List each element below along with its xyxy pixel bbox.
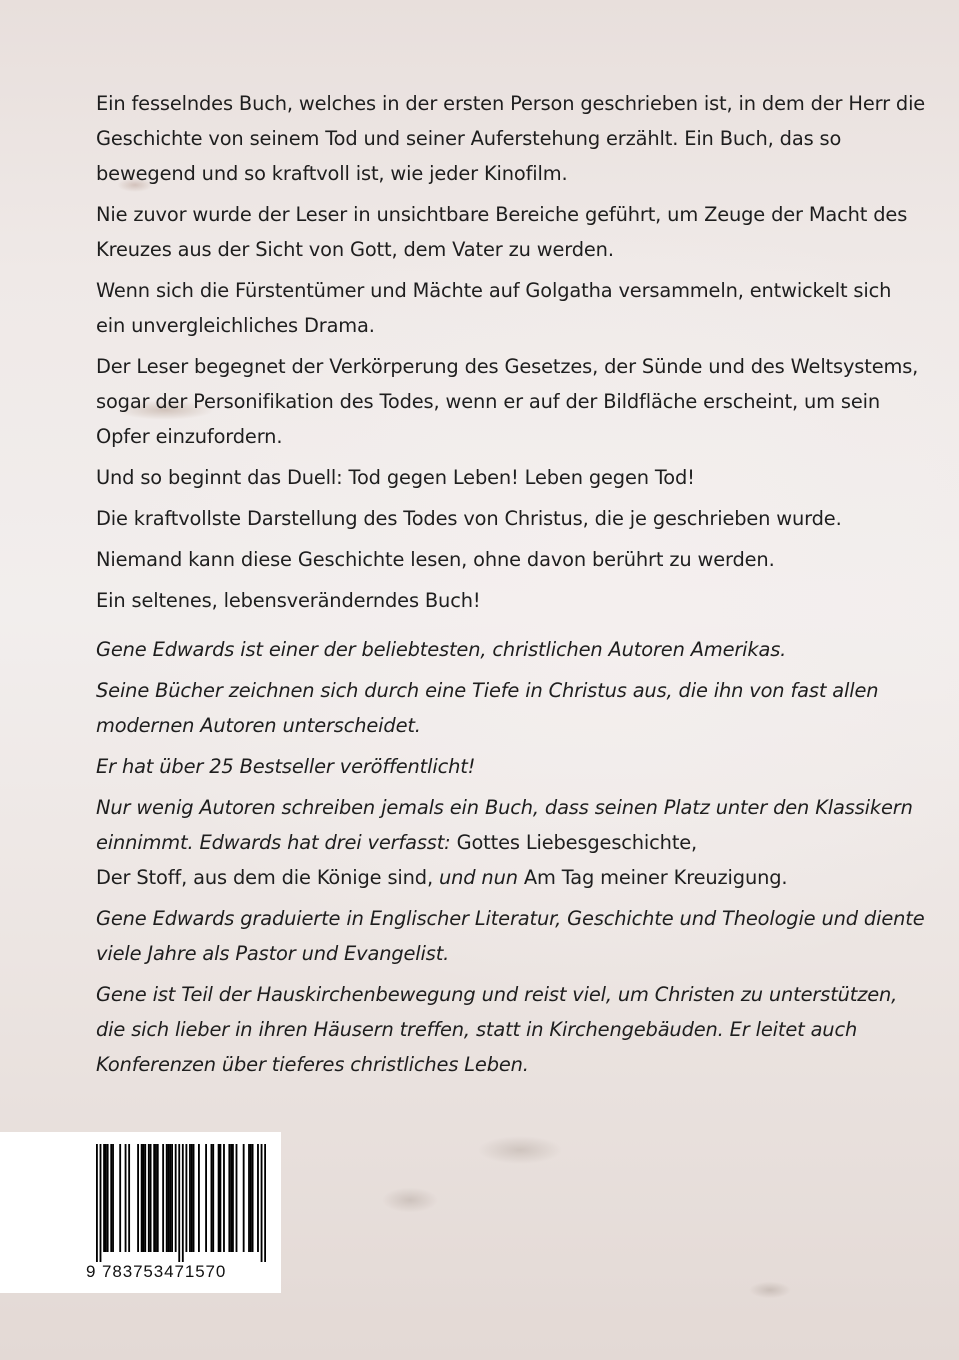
blurb — [96, 86, 926, 618]
barcode-bar — [169, 1144, 171, 1252]
barcode-bar — [105, 1144, 107, 1252]
barcode-bar — [205, 1144, 207, 1252]
barcode-bar — [264, 1144, 266, 1262]
barcode-bar — [125, 1144, 127, 1252]
barcode-bar — [219, 1144, 221, 1252]
bio-paragraph: Seine Bücher zeichnen sich durch eine Tiefe in Christus aus, die ihn von fast allen modernen Autoren unterscheidet. — [96, 679, 879, 737]
barcode-bar — [112, 1144, 114, 1252]
barcode-bar — [198, 1144, 200, 1252]
barcode-bar — [185, 1144, 187, 1252]
barcode-bar — [175, 1144, 177, 1252]
barcode-bar — [107, 1144, 109, 1252]
bio-paragraph: Gene Edwards ist einer der beliebtesten, christlichen Autoren Amerikas. — [96, 638, 787, 661]
bio-connector: und nun — [432, 866, 524, 889]
barcode-bar — [168, 1144, 170, 1252]
barcode-bar — [103, 1144, 105, 1252]
bio-paragraph: Er hat über 25 Bestseller veröffentlicht! — [96, 755, 476, 778]
barcode-bar — [228, 1144, 230, 1252]
bio-paragraph: Gene Edwards graduierte in Englischer Literatur, Geschichte und Theologie und diente viele Jahre als Pastor und Evangelist. — [96, 907, 925, 965]
barcode-bar — [141, 1144, 143, 1252]
barcode-bar — [157, 1144, 159, 1252]
barcode-bar — [232, 1144, 234, 1252]
barcode-bar — [153, 1144, 155, 1252]
bio-paragraph: Gene ist Teil der Hauskirchenbewegung und reist viel, um Christen zu unterstützen, die sich lieber in ihren Häusern treffen, statt in Kirchengebäuden. Er leitet auch Konferenzen über tieferes christliches Leben. — [96, 983, 898, 1076]
barcode-bar — [148, 1144, 150, 1252]
barcode-area — [0, 1132, 281, 1293]
barcode-bar — [243, 1144, 245, 1252]
barcode-bar — [257, 1144, 259, 1252]
barcode-bar — [189, 1144, 191, 1252]
barcode-bar — [218, 1144, 220, 1252]
barcode-bar — [261, 1144, 263, 1262]
barcode-bar — [182, 1144, 184, 1262]
barcode-bar — [128, 1144, 130, 1252]
book-title: Am Tag meiner Kreuzigung. — [523, 866, 788, 889]
blurb-paragraph: Ein seltenes, lebensveränderndes Buch! — [96, 589, 481, 612]
isbn-digits: 783753471570 — [102, 1262, 227, 1281]
book-title: Gottes Liebesgeschichte, — [456, 831, 698, 854]
bio-paragraph-classics — [96, 790, 926, 895]
book-title: Der Stoff, aus dem die Könige sind, — [96, 866, 433, 889]
blurb-paragraph: Niemand kann diese Geschichte lesen, ohne davon berührt zu werden. — [96, 548, 775, 571]
bio-classics-intro: Nur wenig Autoren schreiben jemals ein Buch, dass seinen Platz unter den Klassikern einnimmt. Edwards hat drei verfasst: — [96, 796, 913, 854]
barcode-bar — [137, 1144, 139, 1252]
barcode-bar — [119, 1144, 121, 1252]
barcode-bar — [171, 1144, 173, 1252]
blurb-paragraph: Und so beginnt das Duell: Tod gegen Leben! Leben gegen Tod! — [96, 466, 695, 489]
barcode-bar — [166, 1144, 168, 1252]
barcode-bar — [248, 1144, 250, 1252]
blurb-paragraph: Ein fesselndes Buch, welches in der ersten Person geschrieben ist, in dem der Herr die Geschichte von seinem Tod und seiner Auferstehung erzählt. Ein Buch, das so bewegend und so kraftvoll ist, wie jeder Kinofilm. — [96, 92, 926, 185]
blurb-paragraph: Die kraftvollste Darstellung des Todes von Christus, die je geschrieben wurde. — [96, 507, 842, 530]
barcode-bar — [96, 1144, 98, 1262]
barcode-bar — [212, 1144, 214, 1252]
barcode-bar — [100, 1144, 102, 1262]
isbn-barcode — [96, 1144, 266, 1262]
author-bio — [96, 632, 926, 1082]
blurb-paragraph: Wenn sich die Fürstentümer und Mächte auf Golgatha versammeln, entwickelt sich ein unvergleichliches Drama. — [96, 279, 892, 337]
barcode-bar — [162, 1144, 164, 1252]
barcode-bar — [150, 1144, 152, 1252]
barcode-bar — [252, 1144, 254, 1252]
barcode-bar — [143, 1144, 145, 1252]
barcode-bar — [178, 1144, 180, 1262]
barcode-bar — [211, 1144, 213, 1252]
barcode-bar — [144, 1144, 146, 1252]
barcode-bar — [155, 1144, 157, 1252]
blurb-paragraph: Der Leser begegnet der Verkörperung des Gesetzes, der Sünde und des Weltsystems, sogar der Personifikation des Todes, wenn er auf der Bildfläche erscheint, um sein Opfer einzufordern. — [96, 355, 919, 448]
blurb-paragraph: Nie zuvor wurde der Leser in unsichtbare Bereiche geführt, um Zeuge der Macht des Kreuzes aus der Sicht von Gott, dem Vater zu werden. — [96, 203, 908, 261]
barcode-bar — [230, 1144, 232, 1252]
barcode-bar — [193, 1144, 195, 1252]
barcode-bar — [250, 1144, 252, 1252]
barcode-bar — [223, 1144, 225, 1252]
barcode-bar — [110, 1144, 112, 1252]
isbn-first-digit: 9 — [86, 1262, 96, 1281]
back-cover-text — [96, 86, 926, 1088]
barcode-bar — [191, 1144, 193, 1252]
barcode-bar — [236, 1144, 238, 1252]
